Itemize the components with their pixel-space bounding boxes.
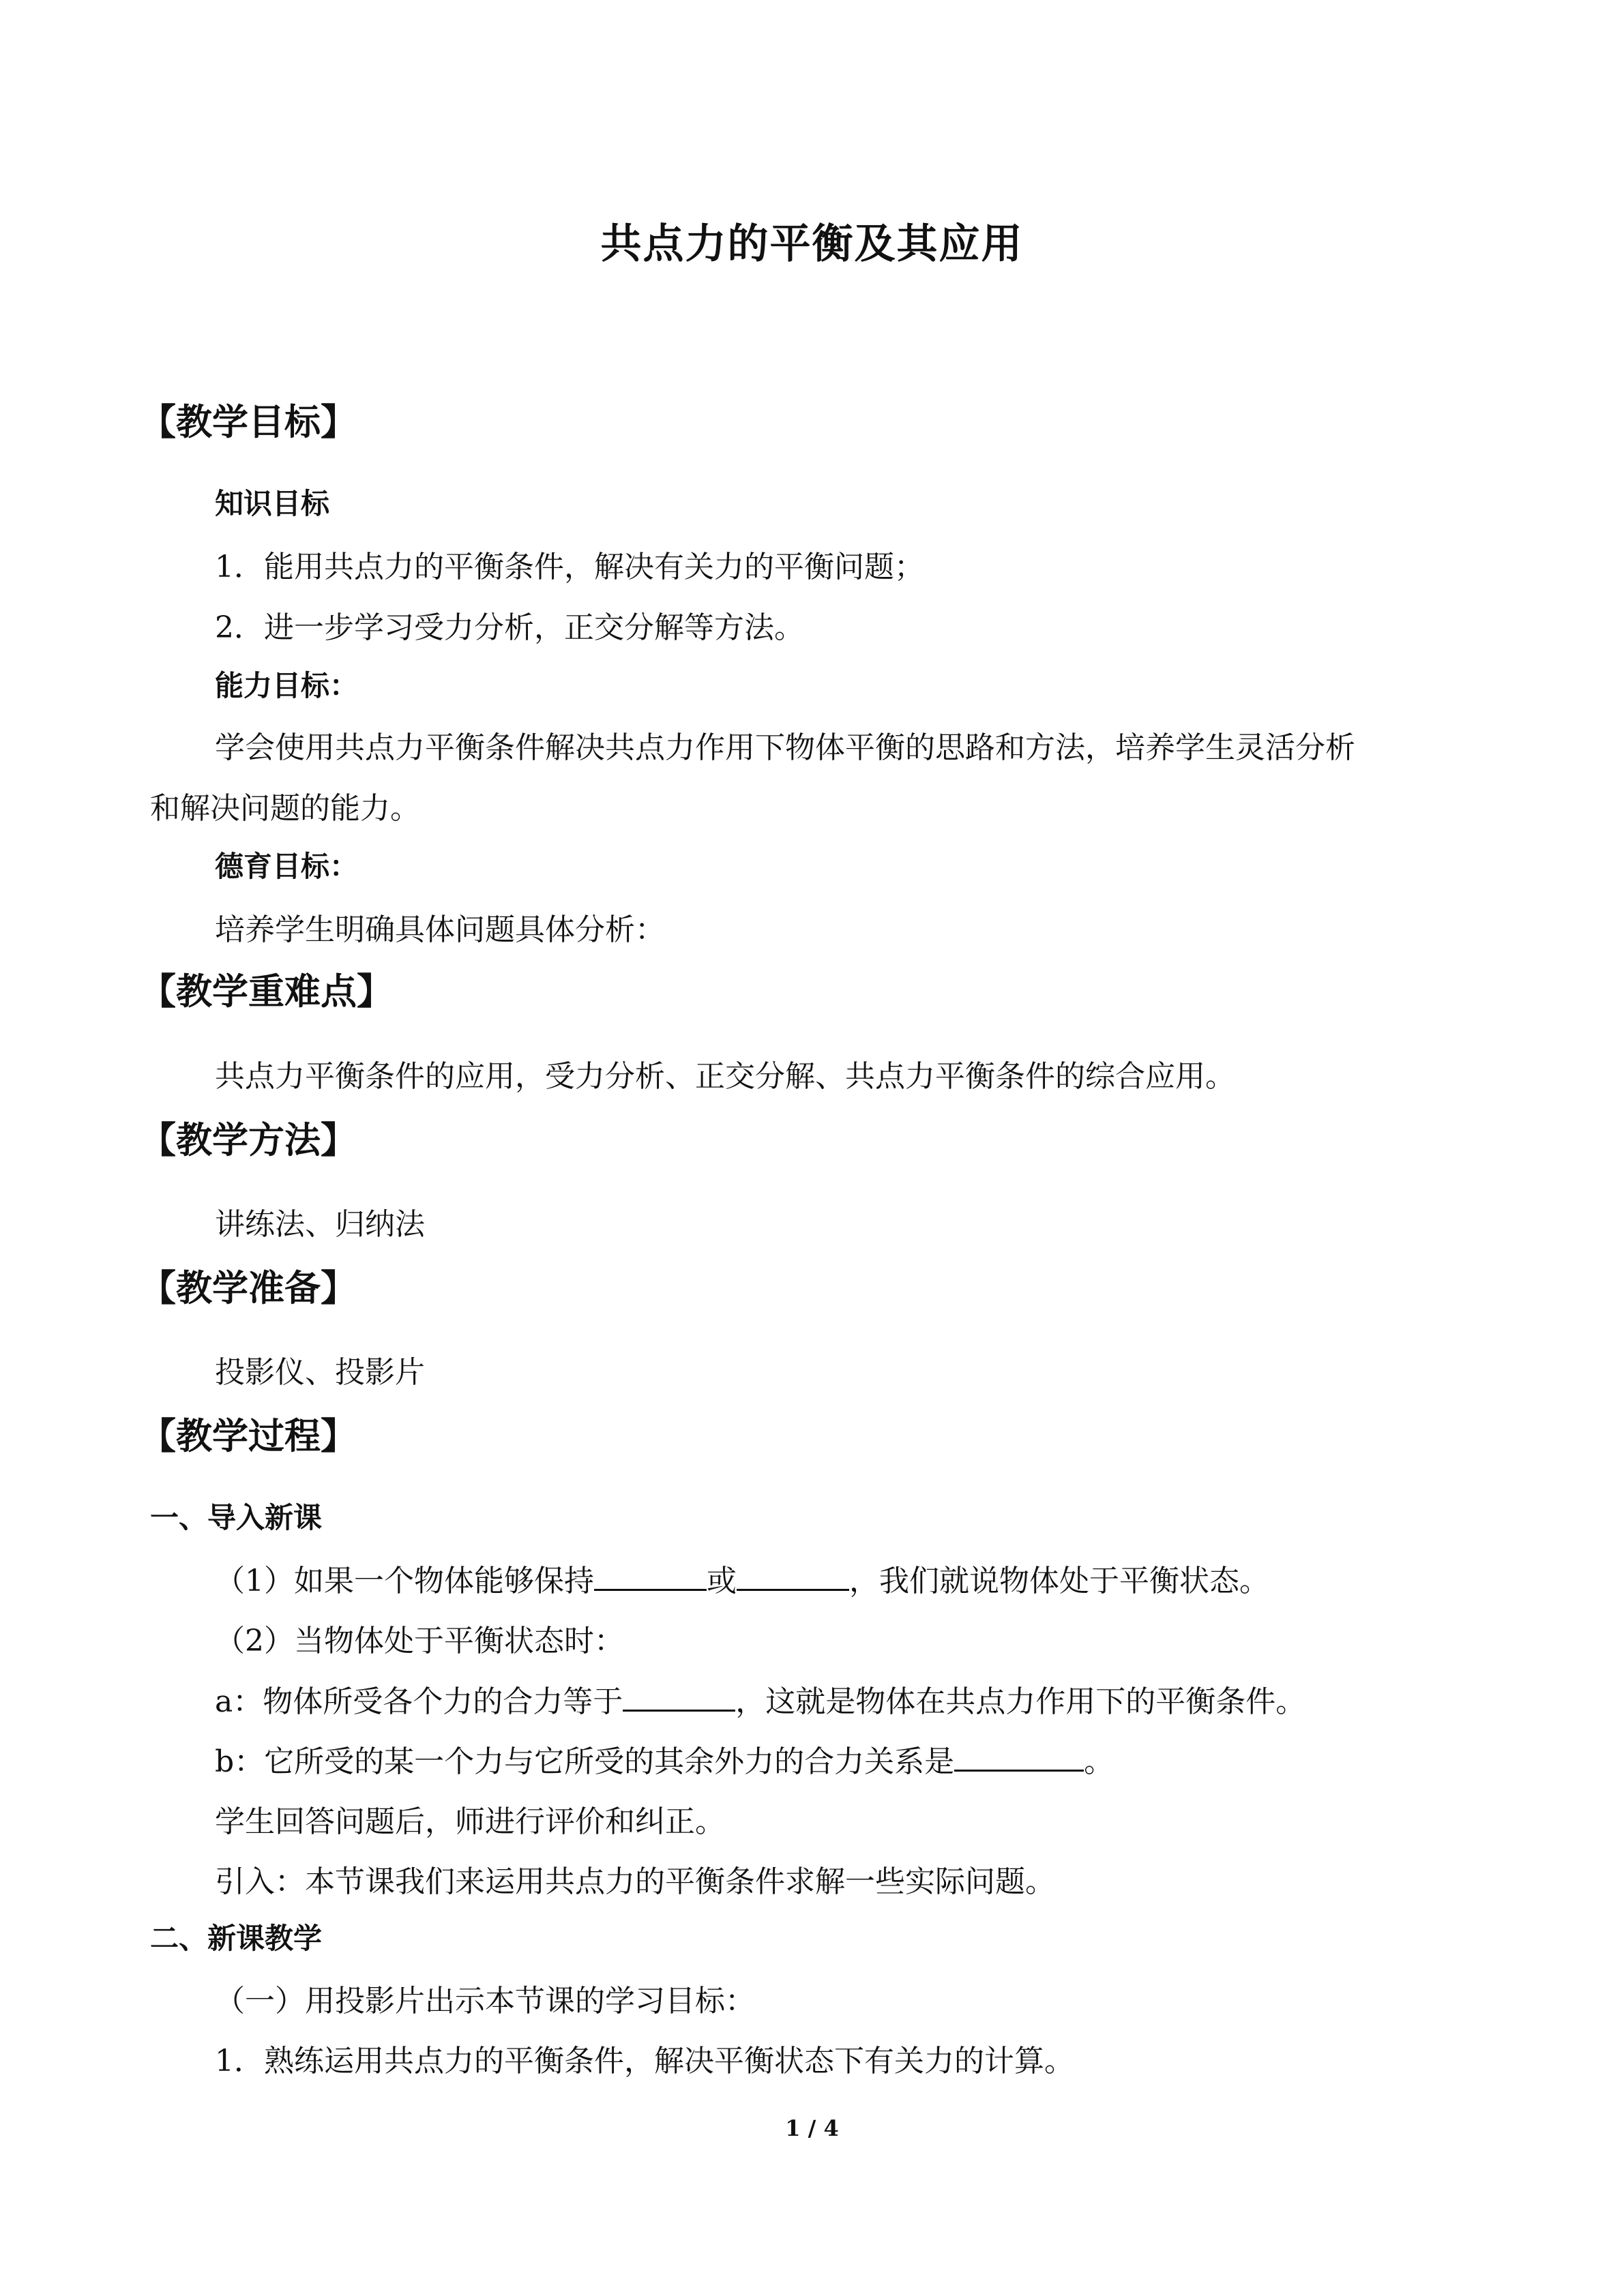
fill-blank-3 [623, 1680, 735, 1712]
question-a-text-b: ，这就是物体在共点力作用下的平衡条件。 [735, 1684, 1306, 1719]
page-number: 1 / 4 [785, 2115, 839, 2141]
subheading-knowledge: 知识目标 [215, 487, 330, 520]
heading-process: 【教学过程】 [140, 1416, 357, 1457]
heading-keypoints: 【教学重难点】 [140, 971, 393, 1013]
subheading-ability: 能力目标： [215, 669, 359, 702]
fill-blank-4 [954, 1740, 1084, 1772]
question-b-text-a: b：它所受的某一个力与它所受的其余外力的合力关系是 [215, 1744, 955, 1779]
heading-goals: 【教学目标】 [140, 402, 357, 443]
heading-method: 【教学方法】 [140, 1120, 357, 1161]
part1-heading: 一、导入新课 [150, 1501, 323, 1534]
question-a [215, 1677, 1305, 1720]
page-title: 共点力的平衡及其应用 [600, 220, 1024, 268]
question-b [215, 1737, 1114, 1780]
method-text: 讲练法、归纳法 [215, 1207, 425, 1242]
question-1-text-b: 或 [707, 1564, 737, 1598]
fill-blank-2 [737, 1559, 849, 1591]
show-objectives-text: （一）用投影片出示本节课的学习目标： [215, 1984, 755, 2018]
ability-text-line1: 学会使用共点力平衡条件解决共点力作用下物体平衡的思路和方法，培养学生灵活分析 [215, 730, 1355, 765]
question-b-text-b: 。 [1084, 1744, 1114, 1779]
feedback-text: 学生回答问题后，师进行评价和纠正。 [215, 1804, 725, 1839]
heading-prep: 【教学准备】 [140, 1268, 357, 1309]
fill-blank-1 [594, 1559, 707, 1591]
knowledge-item-2: 2．进一步学习受力分析，正交分解等方法。 [215, 610, 804, 645]
prep-text: 投影仪、投影片 [215, 1355, 425, 1390]
knowledge-item-1: 1．能用共点力的平衡条件，解决有关力的平衡问题； [215, 550, 924, 584]
question-a-text-a: a：物体所受各个力的合力等于 [215, 1684, 623, 1719]
part2-heading: 二、新课教学 [150, 1922, 323, 1955]
moral-text: 培养学生明确具体问题具体分析： [215, 912, 665, 947]
ability-text-line2: 和解决问题的能力。 [150, 791, 420, 826]
question-1-text-c: ，我们就说物体处于平衡状态。 [849, 1564, 1269, 1598]
question-1 [215, 1556, 1269, 1600]
objective-1: 1．熟练运用共点力的平衡条件，解决平衡状态下有关力的计算。 [215, 2044, 1074, 2078]
intro-text: 引入：本节课我们来运用共点力的平衡条件求解一些实际问题。 [215, 1864, 1055, 1899]
question-1-text-a: （1）如果一个物体能够保持 [215, 1564, 594, 1598]
keypoints-text: 共点力平衡条件的应用，受力分析、正交分解、共点力平衡条件的综合应用。 [215, 1059, 1235, 1094]
subheading-moral: 德育目标： [215, 850, 359, 883]
question-2: （2）当物体处于平衡状态时： [215, 1624, 624, 1658]
